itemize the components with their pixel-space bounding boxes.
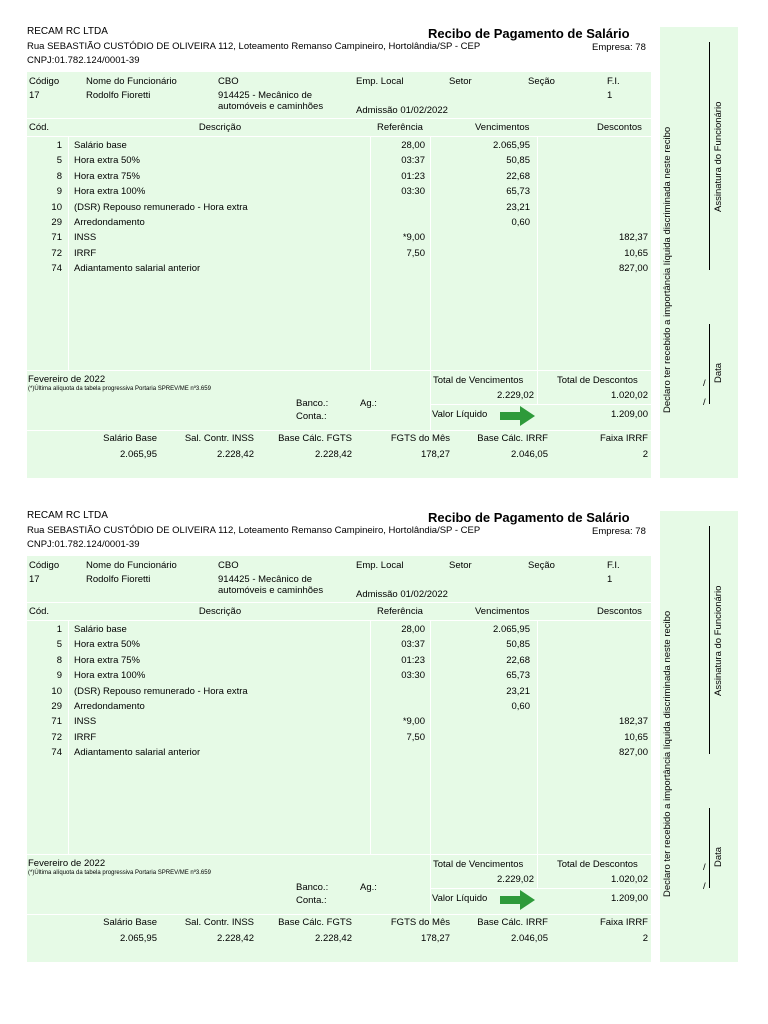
base-label: Base Cálc. IRRF	[477, 917, 548, 928]
label-fi: F.I.	[607, 76, 620, 87]
date-slash: /	[703, 397, 706, 408]
label-secao: Seção	[528, 76, 555, 87]
item-earning: 23,21	[506, 201, 530, 213]
base-label: Faixa IRRF	[599, 917, 648, 928]
divider	[430, 620, 431, 854]
item-code: 29	[51, 701, 62, 712]
item-deduction: 827,00	[618, 747, 648, 759]
base-label: Salário Base	[103, 433, 157, 444]
employee-cbo-line2: automóveis e caminhões	[218, 585, 324, 596]
company-name: RECAM RC LTDA	[27, 510, 108, 521]
item-code: 71	[51, 232, 62, 244]
pay-period: Fevereiro de 2022	[28, 374, 106, 385]
item-description: Arredondamento	[74, 217, 145, 228]
employee-admission: Admissão 01/02/2022	[356, 589, 448, 600]
pay-period: Fevereiro de 2022	[28, 858, 106, 869]
item-code: 72	[51, 247, 62, 259]
item-reference: 03:30	[401, 670, 425, 682]
signature-label: Assinatura do Funcionário	[713, 101, 724, 212]
employee-cbo-line2: automóveis e caminhões	[218, 101, 324, 112]
base-value: 2	[642, 933, 648, 944]
item-earning: 0,60	[511, 217, 530, 228]
col-vencimentos: Vencimentos	[475, 122, 530, 133]
bank-label: Banco.:	[296, 398, 329, 409]
base-value: 178,27	[420, 449, 450, 460]
total-deductions: 1.020,02	[611, 390, 648, 401]
company-code: Empresa: 78	[592, 526, 646, 537]
divider	[537, 136, 538, 370]
item-reference: 01:23	[401, 654, 425, 666]
employee-fi: 1	[607, 574, 613, 585]
item-code: 9	[56, 186, 62, 198]
label-codigo: Código	[29, 560, 60, 571]
col-descontos: Descontos	[597, 122, 642, 133]
arrow-right-icon	[500, 889, 536, 911]
receipt-declaration: Declaro ter recebido a importância líquida discriminada neste recibo	[662, 126, 673, 413]
item-earning: 2.065,95	[493, 624, 530, 635]
divider	[27, 136, 651, 137]
item-reference: 03:37	[401, 155, 425, 167]
item-description: Arredondamento	[74, 701, 145, 712]
item-description: (DSR) Repouso remunerado - Hora extra	[74, 201, 248, 213]
item-description: INSS	[74, 232, 97, 244]
item-description: Hora extra 50%	[74, 639, 141, 651]
base-label: Faixa IRRF	[599, 433, 648, 444]
item-earning: 2.065,95	[493, 140, 530, 151]
company-code: Empresa: 78	[592, 42, 646, 53]
company-address: Rua SEBASTIÃO CUSTÓDIO DE OLIVEIRA 112, Loteamento Remanso Campineiro, Hortolândia/SP - CEP	[27, 525, 481, 536]
account-label: Conta.:	[296, 411, 327, 422]
item-description: Hora extra 75%	[74, 170, 141, 182]
col-descontos: Descontos	[597, 606, 642, 617]
base-value: 2.228,42	[315, 449, 352, 460]
base-label: FGTS do Mês	[390, 917, 450, 928]
company-name: RECAM RC LTDA	[27, 26, 108, 37]
company-cnpj: CNPJ:01.782.124/0001-39	[27, 55, 140, 66]
item-earning: 22,68	[506, 170, 530, 182]
item-deduction: 182,37	[618, 232, 648, 244]
date-label: Data	[713, 846, 724, 867]
date-slash: /	[703, 881, 706, 892]
base-value: 2.228,42	[217, 449, 254, 460]
item-description: Adiantamento salarial anterior	[74, 747, 201, 759]
company-cnpj: CNPJ:01.782.124/0001-39	[27, 539, 140, 550]
date-line	[709, 324, 710, 404]
company-address: Rua SEBASTIÃO CUSTÓDIO DE OLIVEIRA 112, Loteamento Remanso Campineiro, Hortolândia/SP - CEP	[27, 41, 481, 52]
item-description: Salário base	[74, 140, 127, 151]
tax-note: (*)Última alíquota da tabela progressiva Portaria SPREV/ME nº3.659	[28, 386, 211, 392]
agency-label: Ag.:	[360, 398, 377, 409]
divider	[370, 620, 371, 854]
arrow-right-icon	[500, 405, 536, 427]
employee-code: 17	[29, 574, 40, 585]
item-code: 1	[56, 140, 62, 151]
col-cod: Cód.	[29, 122, 50, 133]
item-description: Salário base	[74, 624, 127, 635]
net-pay: 1.209,00	[611, 409, 648, 420]
employee-fi: 1	[607, 90, 613, 101]
label-setor: Setor	[449, 560, 472, 571]
total-earnings-label: Total de Vencimentos	[433, 859, 524, 870]
item-reference: 28,00	[401, 140, 425, 151]
employee-name: Rodolfo Fioretti	[86, 90, 151, 101]
item-code: 9	[56, 670, 62, 682]
item-code: 74	[51, 263, 62, 275]
item-deduction: 827,00	[618, 263, 648, 275]
divider	[27, 430, 651, 431]
label-secao: Seção	[528, 560, 555, 571]
label-fi: F.I.	[607, 560, 620, 571]
tax-note: (*)Última alíquota da tabela progressiva Portaria SPREV/ME nº3.659	[28, 870, 211, 876]
item-reference: 7,50	[406, 247, 425, 259]
item-deduction: 10,65	[624, 247, 648, 259]
total-earnings: 2.229,02	[497, 874, 534, 885]
base-label: Base Cálc. FGTS	[278, 433, 352, 444]
base-value: 2.228,42	[315, 933, 352, 944]
divider	[68, 136, 69, 370]
base-value: 2.065,95	[120, 933, 157, 944]
total-deductions: 1.020,02	[611, 874, 648, 885]
employee-admission: Admissão 01/02/2022	[356, 105, 448, 116]
base-value: 2.228,42	[217, 933, 254, 944]
divider	[537, 854, 538, 888]
net-pay-label: Valor Líquido	[432, 893, 488, 904]
divider	[68, 620, 69, 854]
signature-line	[709, 42, 710, 270]
signature-line	[709, 526, 710, 754]
item-code: 71	[51, 716, 62, 728]
item-description: Adiantamento salarial anterior	[74, 263, 201, 275]
divider	[537, 620, 538, 854]
document-title: Recibo de Pagamento de Salário	[428, 26, 630, 41]
item-earning: 65,73	[506, 186, 530, 198]
base-label: Sal. Contr. INSS	[184, 917, 254, 928]
total-earnings-label: Total de Vencimentos	[433, 375, 524, 386]
total-earnings: 2.229,02	[497, 390, 534, 401]
item-earning: 0,60	[511, 701, 530, 712]
divider	[27, 620, 651, 621]
item-description: Hora extra 50%	[74, 155, 141, 167]
divider	[537, 370, 538, 404]
item-reference: 03:37	[401, 639, 425, 651]
total-deductions-label: Total de Descontos	[557, 859, 638, 870]
item-reference: 03:30	[401, 186, 425, 198]
base-label: FGTS do Mês	[390, 433, 450, 444]
divider	[27, 914, 651, 915]
divider	[27, 854, 651, 855]
col-descricao: Descrição	[198, 122, 242, 133]
employee-cbo-line1: 914425 - Mecânico de	[218, 574, 313, 585]
item-description: Hora extra 100%	[74, 670, 146, 682]
payslip	[0, 484, 768, 964]
agency-label: Ag.:	[360, 882, 377, 893]
item-earning: 65,73	[506, 670, 530, 682]
item-earning: 22,68	[506, 654, 530, 666]
signature-label: Assinatura do Funcionário	[713, 585, 724, 696]
divider	[430, 136, 431, 370]
base-value: 2.046,05	[511, 933, 548, 944]
total-deductions-label: Total de Descontos	[557, 375, 638, 386]
item-code: 8	[56, 170, 62, 182]
item-reference: 28,00	[401, 624, 425, 635]
item-description: (DSR) Repouso remunerado - Hora extra	[74, 685, 248, 697]
item-code: 10	[51, 201, 62, 213]
base-label: Base Cálc. FGTS	[278, 917, 352, 928]
base-value: 178,27	[420, 933, 450, 944]
label-nome: Nome do Funcionário	[86, 560, 177, 571]
base-value: 2.065,95	[120, 449, 157, 460]
net-pay-label: Valor Líquido	[432, 409, 488, 420]
item-reference: *9,00	[402, 232, 425, 244]
base-label: Salário Base	[103, 917, 157, 928]
document-title: Recibo de Pagamento de Salário	[428, 510, 630, 525]
divider	[27, 602, 651, 603]
item-description: Hora extra 75%	[74, 654, 141, 666]
item-code: 72	[51, 731, 62, 743]
col-cod: Cód.	[29, 606, 50, 617]
item-description: INSS	[74, 716, 97, 728]
item-reference: 7,50	[406, 731, 425, 743]
bank-label: Banco.:	[296, 882, 329, 893]
divider	[27, 118, 651, 119]
account-label: Conta.:	[296, 895, 327, 906]
label-cbo: CBO	[218, 560, 239, 571]
item-deduction: 182,37	[618, 716, 648, 728]
divider	[430, 854, 431, 914]
item-description: IRRF	[74, 247, 97, 259]
item-reference: 01:23	[401, 170, 425, 182]
divider	[370, 136, 371, 370]
net-pay: 1.209,00	[611, 893, 648, 904]
item-earning: 50,85	[506, 155, 530, 167]
divider	[430, 404, 651, 405]
employee-name: Rodolfo Fioretti	[86, 574, 151, 585]
divider	[430, 370, 431, 430]
item-code: 5	[56, 639, 62, 651]
base-label: Sal. Contr. INSS	[184, 433, 254, 444]
base-label: Base Cálc. IRRF	[477, 433, 548, 444]
item-code: 29	[51, 217, 62, 228]
employee-cbo-line1: 914425 - Mecânico de	[218, 90, 313, 101]
item-code: 1	[56, 624, 62, 635]
item-deduction: 10,65	[624, 731, 648, 743]
col-descricao: Descrição	[198, 606, 242, 617]
divider	[430, 888, 651, 889]
receipt-declaration: Declaro ter recebido a importância líquida discriminada neste recibo	[662, 610, 673, 897]
base-value: 2	[642, 449, 648, 460]
item-earning: 50,85	[506, 639, 530, 651]
label-codigo: Código	[29, 76, 60, 87]
item-code: 8	[56, 654, 62, 666]
date-line	[709, 808, 710, 888]
label-emp-local: Emp. Local	[356, 76, 404, 87]
employee-code: 17	[29, 90, 40, 101]
item-description: Hora extra 100%	[74, 186, 146, 198]
item-code: 74	[51, 747, 62, 759]
item-code: 10	[51, 685, 62, 697]
base-value: 2.046,05	[511, 449, 548, 460]
label-nome: Nome do Funcionário	[86, 76, 177, 87]
label-emp-local: Emp. Local	[356, 560, 404, 571]
date-slash: /	[703, 378, 706, 389]
col-referencia: Referência	[377, 606, 423, 617]
item-description: IRRF	[74, 731, 97, 743]
date-label: Data	[713, 362, 724, 383]
label-setor: Setor	[449, 76, 472, 87]
col-referencia: Referência	[377, 122, 423, 133]
payslip	[0, 0, 768, 480]
item-code: 5	[56, 155, 62, 167]
col-vencimentos: Vencimentos	[475, 606, 530, 617]
divider	[27, 370, 651, 371]
item-reference: *9,00	[402, 716, 425, 728]
item-earning: 23,21	[506, 685, 530, 697]
label-cbo: CBO	[218, 76, 239, 87]
date-slash: /	[703, 862, 706, 873]
